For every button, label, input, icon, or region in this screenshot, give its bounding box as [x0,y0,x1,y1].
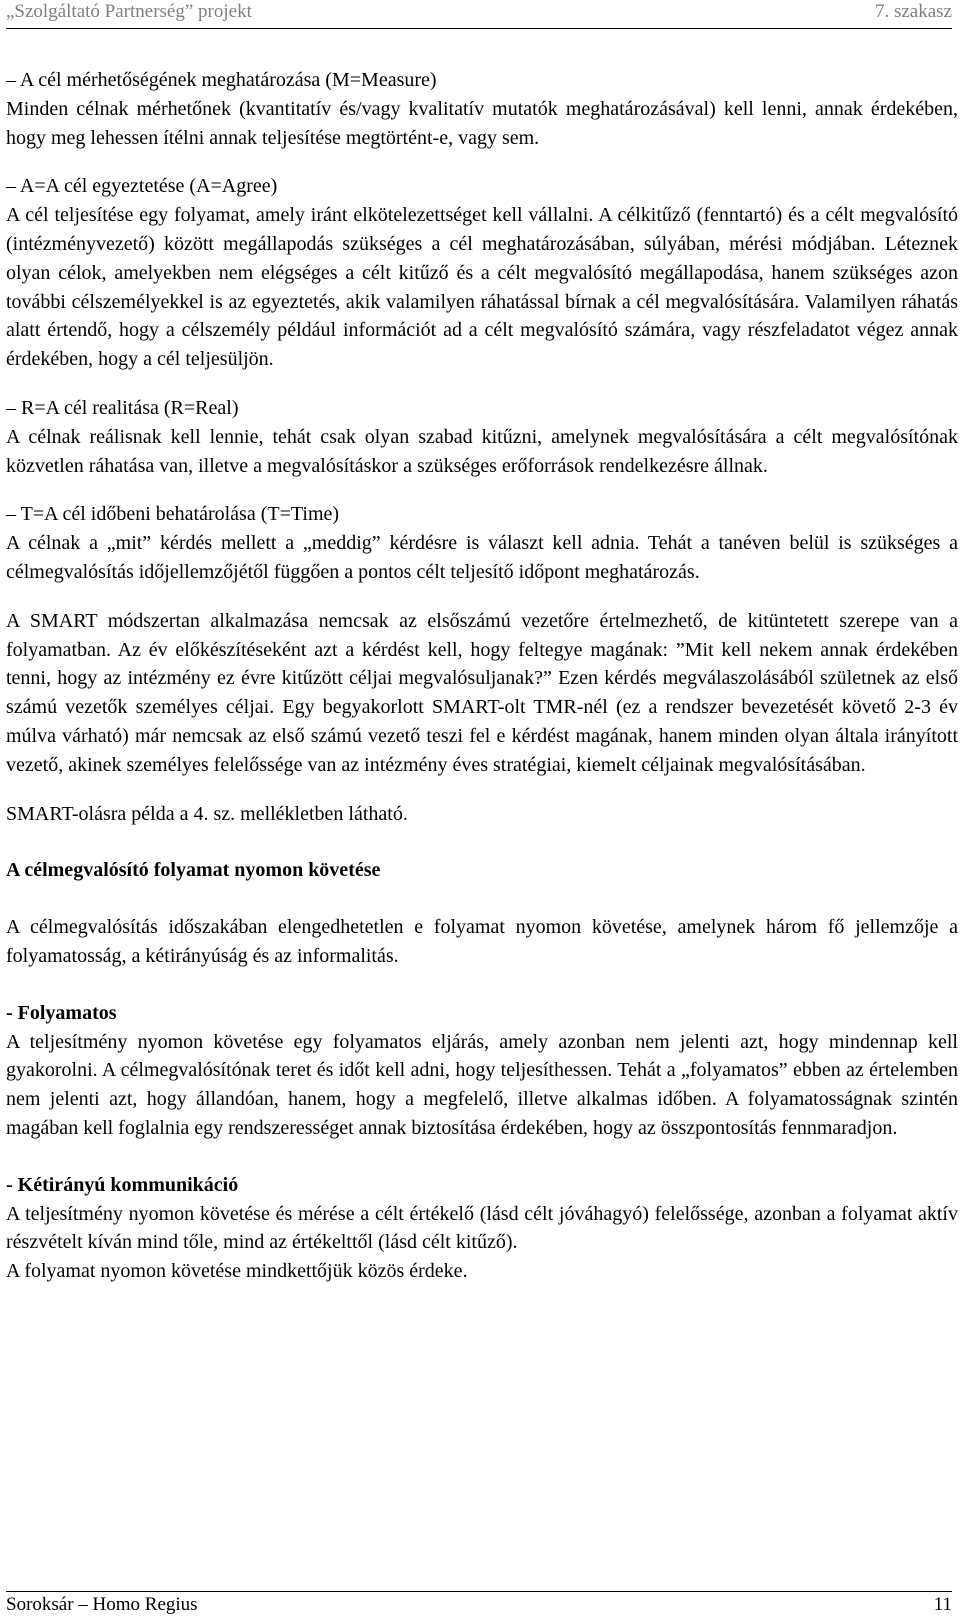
page-header [6,0,952,29]
smart-example-note: SMART-olásra példa a 4. sz. mellékletben látható. [6,802,408,825]
section-heading: A célmegvalósító folyamat nyomon követése [6,859,381,882]
measure-body: Minden célnak mérhetőnek (kvantitatív és/vagy kvalitatív mutatók meghatározásával) kell lenni, annak érdekében, hogy meg lehessen ítélni annak teljesítése megtörtént-e, vagy sem. [6,97,958,149]
measure-title: – A cél mérhetőségének meghatározása (M=Measure) [6,69,437,91]
header-project-title: „Szolgáltató Partnerség” projekt [6,1,252,22]
tracking-intro: A célmegvalósítás időszakában elengedhetetlen e folyamat nyomon követése, amelynek három fő jellemzője a folyamatosság, a kétirányúság és az informalitás. [6,916,958,967]
smart-paragraph: A SMART módszertan alkalmazása nemcsak az elsőszámú vezetőre értelmezhető, de kitüntetett szerepe van a folyamatban. Az év előkészítéseként azt a kérdést kell, hogy feltegye magának: ”Mit kell nekem annak érdekében tenni, hogy az intézmény ez évre kitűzött céljai megvalósuljanak?” Ezen kérdés megválaszolásából születnek az első számú vezetők személyes céljai. Egy begyakorlott SMART-olt TMR-nél (ez a rendszer bevezetését követő 2-3 év múlva várható) már nemcsak az első számú vezető teszi fel e kérdést magának, hanem minden olyan általa irányított vezető, akinek személyes felelőssége van az intézmény éves stratégiai, kiemelt céljainak megvalósításában. [6,609,958,776]
two-way-title: - Kétirányú kommunikáció [6,1173,239,1196]
two-way-body: A teljesítmény nyomon követése és mérése a célt értékelő (lásd célt jóváhagyó) felelőssége, azonban a folyamat aktív részvételt kíván mind tőle, mind az értékelttől (lásd célt kitűző). [6,1202,958,1254]
continuous-body: A teljesítmény nyomon követése egy folyamatos eljárás, amely azonban nem jelenti azt, hogy mindennap kell gyakorolni. A célmegvalósítónak teret és időt kell adni, hogy teljesíthessen. Tehát a „folyamatos” ebben az értelemben nem jelenti azt, hogy állandóan, hanem, hogy a megfelelő, illetve alkalmas időben. A folyamatosságnak szintén magában kell foglalnia egy rendszerességet annak biztosítása érdekében, hogy az összpontosítás fennmaradjon. [6,1030,958,1139]
continuous-title: - Folyamatos [6,1001,117,1024]
agree-title: – A=A cél egyeztetése (A=Agree) [6,175,278,198]
footer-school: Soroksár – Homo Regius [6,1594,198,1615]
time-title: – T=A cél időbeni behatárolása (T=Time) [6,503,340,526]
real-body: A célnak reálisnak kell lennie, tehát csak olyan szabad kitűzni, amelynek megvalósítására a célt megvalósítónak közvetlen ráhatása van, illetve a megvalósításkor a szükséges erőforrások rendelkezésre állnak. [6,425,958,477]
agree-body: A cél teljesítése egy folyamat, amely iránt elkötelezettséget kell vállalni. A célkitűző (fenntartó) és a célt megvalósító (intézményvezető) között megállapodás szükséges a cél meghatározásában, súlyában, mérési módjában. Léteznek olyan célok, amelyekben nem elégséges a célt kitűző és a célt megvalósító megállapodása, hanem szükséges azon további célszemélyekkel is az egyeztetés, akik valamilyen ráhatással bírnak a cél megvalósítására. Valamilyen ráhatás alatt értendő, hogy a célszemély például információt ad a célt megvalósító számára, vagy részfeladatot végez annak érdekében, hogy a cél teljesüljön. [6,204,958,371]
footer-page-number: 11 [933,1594,952,1615]
header-section-number: 7. szakasz [874,1,952,22]
page-footer [6,1591,952,1616]
document-body [6,66,958,1286]
two-way-body-2: A folyamat nyomon követése mindkettőjük közös érdeke. [6,1260,468,1283]
real-title: – R=A cél realitása (R=Real) [6,396,239,419]
time-body: A célnak a „mit” kérdés mellett a „meddig” kérdésre is választ kell adnia. Tehát a tanéven belül is szükséges a célmegvalósítás időjellemzőjétől függően a pontos célt teljesítő időpont meghatározás. [6,532,958,583]
